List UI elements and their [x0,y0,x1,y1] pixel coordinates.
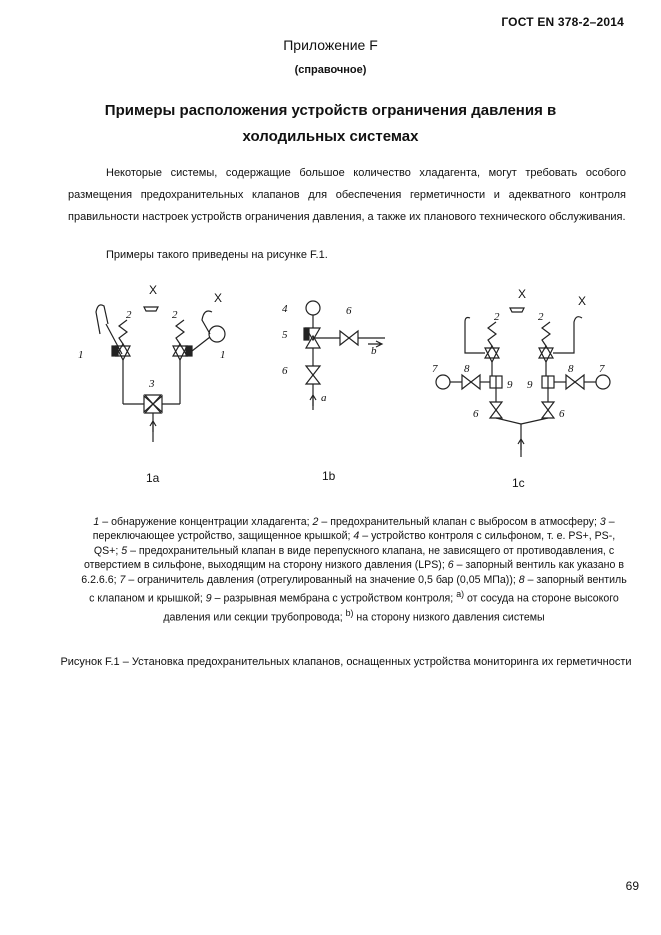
legend-text-2: – предохранительный клапан с выбросом в атмосферу; [318,516,600,528]
legend-text-a: от сосуда на стороне высокого давления или секции трубопровода; [163,592,619,624]
legend-text-b: на сторону низкого давления системы [353,611,545,624]
label-6-side: 6 [346,305,352,317]
detector-circle-right [209,326,225,342]
label-2-1c-right: 2 [538,311,544,323]
standard-number: ГОСТ EN 378-2–2014 [501,15,624,29]
label-2-1c-left: 2 [494,311,500,323]
label-5: 5 [282,329,288,341]
section-heading [0,98,661,150]
label-x-1c: X [518,287,527,301]
legend-key-4: 4 [353,530,360,543]
legend-key-2: 2 [312,516,319,528]
legend-key-9: 9 [205,592,212,605]
label-3: 3 [149,378,155,390]
sublabel-1a: 1a [146,471,160,485]
legend-key-6: 6 [447,559,454,572]
legend-text-7: – ограничитель давления (отрегулированный на значение 0,5 бар (0,05 МПа)); [125,573,519,586]
detector-loop-left [96,305,108,334]
label-2-right: 2 [172,309,178,321]
legend-key-5: 5 [121,544,128,557]
legend-key-3: 3 [599,516,606,528]
spring-right [176,320,184,344]
legend-key-a: a) [456,589,465,600]
annex-subtitle: (справочное) [294,64,367,76]
label-6-1c-right: 6 [559,408,565,420]
figure-caption: Рисунок F.1 – Установка предохранительных клапанов, оснащенных устройства мониторинга их герметичности [60,656,632,668]
label-8-left: 8 [464,363,470,375]
label-1-right: 1 [220,349,226,361]
heading-line-2: холодильных системах [242,128,419,145]
label-x-1a: X [149,283,158,297]
legend-key-b: b) [345,607,354,618]
page-number: 69 [625,879,639,893]
annex-title: Приложение F [283,37,378,53]
label-7-right: 7 [599,363,605,375]
limiter-left [436,375,450,389]
label-x-1c-right: X [578,294,587,308]
label-b: b [371,345,377,357]
legend-text-3: – переключающее устройство, защищенное крышкой; [92,516,615,543]
diagram-1c [436,308,610,457]
limiter-right [596,375,610,389]
figure-f1 [60,282,620,492]
sublabel-1b: 1b [322,469,336,483]
label-2-left: 2 [126,309,132,321]
diagram-1a [96,305,225,442]
label-9-right: 9 [527,379,533,391]
body-paragraph-2: Примеры такого приведены на рисунке F.1. [106,249,328,261]
label-8-right: 8 [568,363,574,375]
label-a: a [321,392,327,404]
shutoff-valve-side [340,331,349,345]
label-x-1a-right: X [214,291,223,305]
figure-legend [80,515,628,625]
legend-key-7: 7 [119,573,126,586]
legend-text-1: – обнаружение концентрации хладагента; [99,516,313,528]
vent-cap [144,307,158,311]
bellows-monitor [306,301,320,315]
heading-line-1: Примеры расположения устройств ограничения давления в [104,102,557,119]
label-4: 4 [282,303,288,315]
label-7-left: 7 [432,363,438,375]
legend-text-4: – устройство контроля с сильфоном, т. е. PS+, PS-, QS+; [93,530,616,557]
label-9-left: 9 [507,379,513,391]
legend-text-8: – запорный вентиль с клапаном и крышкой; [89,573,627,605]
legend-text-6: – запорный вентиль как указано в 6.2.6.6; [81,559,624,586]
body-paragraph: Некоторые системы, содержащие большое количество хладагента, могут требовать особого размещения предохранительных клапанов для обеспечения герметичности и адекватного контроля правильности настроек устройств ограничения давления, а также их планового технического обслуживания. [68,167,626,223]
shutoff-valve-1b [306,366,320,375]
sublabel-1c: 1c [512,476,525,490]
spring-left [119,320,127,344]
detector-loop-right [202,311,212,334]
legend-text-5: – предохранительный клапан в виде перепускного клапана, не зависящего от противодавления, с отверстием в сильфоне, выходящим на сторону низкого давления (LPS); [83,544,615,572]
label-1-left: 1 [78,349,84,361]
label-6-1b: 6 [282,365,288,377]
label-6-1c-left: 6 [473,408,479,420]
legend-key-8: 8 [518,573,525,586]
legend-text-9: – разрывная мембрана с устройством контроля; [211,592,457,605]
legend-key-1: 1 [93,516,100,528]
